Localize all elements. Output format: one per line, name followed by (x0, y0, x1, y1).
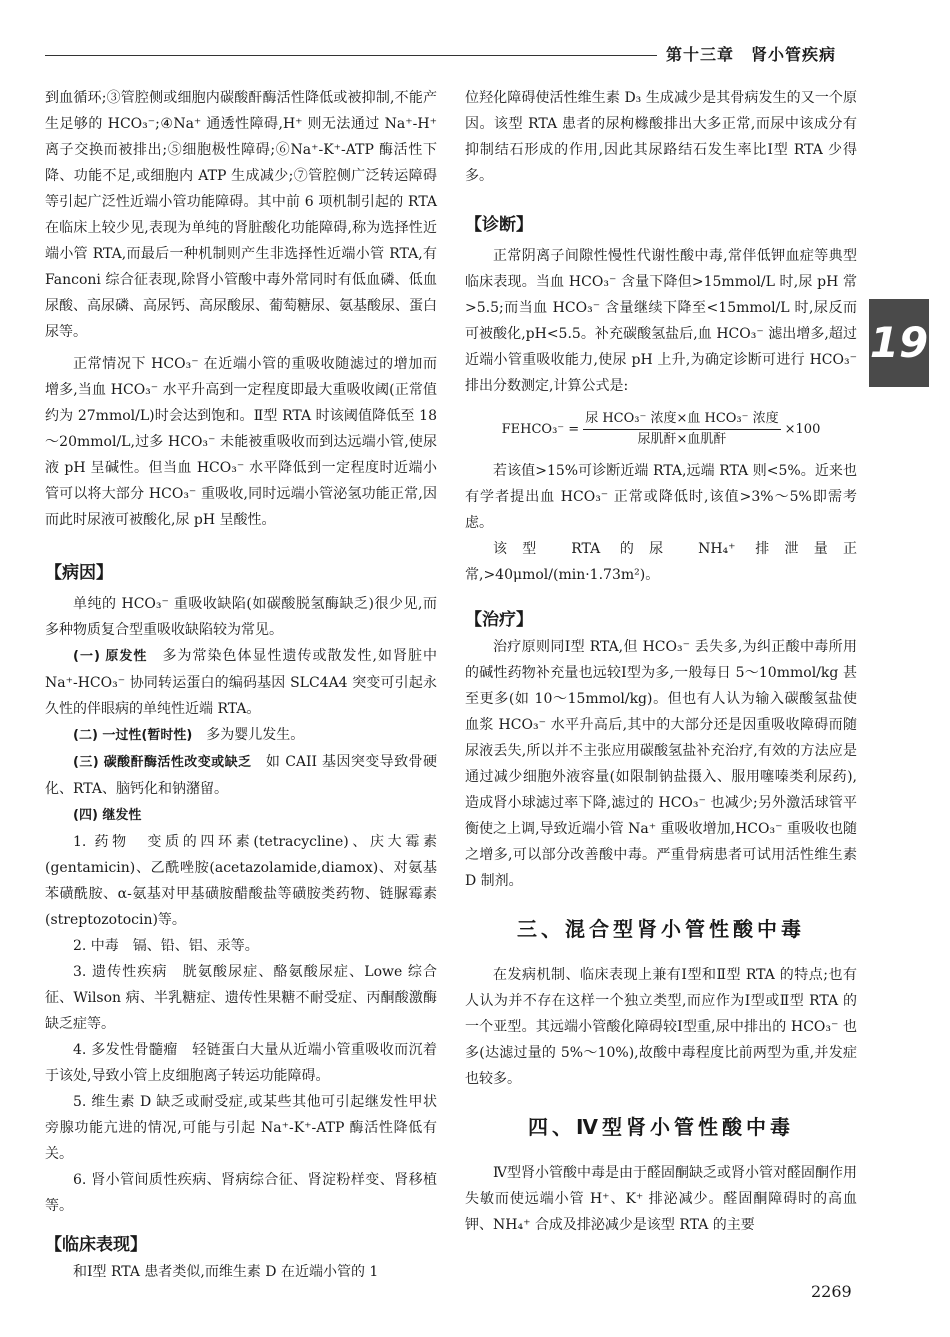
section-heading-cause: 【病因】 (45, 563, 113, 583)
formula-fraction (583, 409, 780, 450)
list-item: 5. 维生素 D 缺乏或耐受症,或某些其他可引起继发性甲状旁腺功能亢进的情况,可能与引起 Na⁺-K⁺-ATP 酶活性降低有关。 (45, 1094, 437, 1162)
cause-text: 多为婴儿发生。 (192, 727, 305, 743)
cause-label: (二) 一过性(暂时性) (73, 728, 193, 743)
section-heading-type-iv: 四、Ⅳ型肾小管性酸中毒 (528, 1115, 794, 1139)
formula (465, 409, 857, 450)
cause-label: (四) 继发性 (73, 808, 142, 823)
formula-lhs: FEHCO₃⁻ = (501, 421, 580, 437)
section-heading-treatment: 【治疗】 (465, 610, 533, 630)
formula-tail: ×100 (784, 421, 821, 437)
list-item: 6. 肾小管间质性疾病、肾病综合征、肾淀粉样变、肾移植等。 (45, 1172, 437, 1214)
cause-label: (一) 原发性 (73, 649, 148, 664)
left-column (45, 85, 437, 1285)
paragraph: 若该值>15%可诊断近端 RTA,远端 RTA 则<5%。近来也有学者提出血 HCO₃⁻ 正常或降低时,该值>3%～5%即需考虑。 (465, 463, 857, 531)
list-item: 4. 多发性骨髓瘤 轻链蛋白大量从近端小管重吸收而沉着于该处,导致小管上皮细胞离子转运功能障碍。 (45, 1042, 437, 1084)
list-item: 1. 药物 变质的四环素(tetracycline)、庆大霉素(gentamicin)、乙酰唑胺(acetazolamide,diamox)、对氨基苯磺酰胺、α-氨基对甲基磺胺醋酸盐等磺胺类药物、链脲霉素(streptozotocin)等。 (45, 834, 437, 928)
cause-item (45, 749, 437, 802)
list-item: 3. 遗传性疾病 胱氨酸尿症、酪氨酸尿症、Lowe 综合征、Wilson 病、半乳糖症、遗传性果糖不耐受症、丙酮酸激酶缺乏症等。 (45, 964, 437, 1032)
cause-label: (三) 碳酸酐酶活性改变或缺乏 (73, 755, 252, 770)
cause-text: 多为常染色体显性遗传或散发性,如肾脏中 Na⁺-HCO₃⁻ 协同转运蛋白的编码基因 SLC4A4 突变可引起永久性的伴眼病的单纯性近端 RTA。 (45, 648, 437, 717)
formula-denominator: 尿肌酐×血肌酐 (637, 432, 727, 447)
paragraph: 正常情况下 HCO₃⁻ 在近端小管的重吸收随滤过的增加而增多,当血 HCO₃⁻ 水平升高到一定程度即最大重吸收阈(正常值约为 27mmol/L)时会达到饱和。Ⅱ型 RTA 时该阈值降低至 18～20mmol/L,过多 HCO₃⁻ 未能被重吸收而到达远端小管,使尿液 pH 呈碱性。但当血 HCO₃⁻ 水平降低到一定程度时近端小管可以将大部分 HCO₃⁻ 重吸收,同时远端小管泌氢功能正常,因而此时尿液可被酸化,尿 pH 呈酸性。 (45, 356, 437, 528)
paragraph: 在发病机制、临床表现上兼有Ⅰ型和Ⅱ型 RTA 的特点;也有人认为并不存在这样一个独立类型,而应作为Ⅰ型或Ⅱ型 RTA 的一个亚型。其远端小管酸化障碍较Ⅰ型重,尿中排出的 HCO₃⁻ 也多(达滤过量的 5%～10%),故酸中毒程度比前两型为重,并发症也较多。 (465, 967, 857, 1087)
paragraph: 和Ⅰ型 RTA 患者类似,而维生素 D 在近端小管的 1 (73, 1264, 379, 1280)
cause-text: 如 CAII 基因突变导致骨硬化、RTA、脑钙化和钠潴留。 (45, 754, 437, 797)
paragraph: 该型 RTA 的尿 NH₄⁺ 排泄量正常,>40μmol/(min·1.73m²)。 (465, 541, 857, 583)
paragraph: Ⅳ型肾小管酸中毒是由于醛固酮缺乏或肾小管对醛固酮作用失敏而使远端小管 H⁺、K⁺ 排泌减少。醛固酮障碍时的高血钾、NH₄⁺ 合成及排泌减少是该型 RTA 的主要 (465, 1165, 857, 1233)
page-number: 2269 (811, 1282, 852, 1301)
cause-item (45, 802, 437, 829)
paragraph: 位羟化障碍使活性维生素 D₃ 生成减少是其骨病发生的又一个原因。该型 RTA 患者的尿枸橼酸排出大多正常,而尿中该成分有抑制结石形成的作用,因此其尿路结石发生率比Ⅰ型 RTA 少得多。 (465, 90, 857, 184)
formula-numerator: 尿 HCO₃⁻ 浓度×血 HCO₃⁻ 浓度 (583, 409, 780, 430)
section-heading-mixed-type: 三、混合型肾小管性酸中毒 (517, 917, 805, 941)
paragraph: 正常阴离子间隙性慢性代谢性酸中毒,常伴低钾血症等典型临床表现。当血 HCO₃⁻ 含量下降但>15mmol/L 时,尿 pH 常>5.5;而当血 HCO₃⁻ 含量继续下降至<15mmol/L 时,尿反而可被酸化,pH<5.5。补充碳酸氢盐后,血 HCO₃⁻ 滤出增多,超过近端小管重吸收能力,使尿 pH 上升,为确定诊断可进行 HCO₃⁻ 排出分数测定,计算公式是: (465, 248, 857, 394)
paragraph: 到血循环;③管腔侧或细胞内碳酸酐酶活性降低或被抑制,不能产生足够的 HCO₃⁻;④Na⁺ 通透性障碍,H⁺ 则无法通过 Na⁺-H⁺ 离子交换而被排出;⑤细胞极性障碍;⑥Na⁺-K⁺-ATP 酶活性下降、功能不足,或细胞内 ATP 生成减少;⑦管腔侧广泛转运障碍等引起广泛性近端小管功能障碍。其中前 6 项机制引起的 RTA 在临床上较少见,表现为单纯的肾脏酸化功能障碍,称为选择性近端小管 RTA,而最后一种机制则产生非选择性近端小管 RTA,有 Fanconi 综合征表现,除肾小管酸中毒外常同时有低血磷、低血尿酸、高尿磷、高尿钙、高尿酸尿、葡萄糖尿、氨基酸尿、蛋白尿等。 (45, 90, 437, 340)
section-heading-diagnosis: 【诊断】 (465, 215, 533, 235)
list-item: 2. 中毒 镉、铅、铝、汞等。 (73, 938, 259, 954)
cause-item (45, 722, 437, 749)
cause-item (45, 643, 437, 722)
chapter-title: 第十三章 肾小管疾病 (666, 45, 837, 64)
paragraph: 单纯的 HCO₃⁻ 重吸收缺陷(如碳酸脱氢酶缺乏)很少见,而多种物质复合型重吸收缺陷较为常见。 (45, 596, 437, 638)
header-rule (45, 55, 657, 56)
right-column (465, 85, 857, 1238)
paragraph: 治疗原则同Ⅰ型 RTA,但 HCO₃⁻ 丢失多,为纠正酸中毒所用的碱性药物补充量也远较Ⅰ型为多,一般每日 5～10mmol/kg 甚至更多(如 10～15mmol/kg)。但也有人认为输入碳酸氢盐使血浆 HCO₃⁻ 水平升高后,其中的大部分还是因重吸收障碍而随尿液丢失,所以并不主张应用碳酸氢盐补充治疗,有效的方法应是通过减少细胞外液容量(如限制钠盐摄入、服用噻嗪类利尿药),造成肾小球滤过率下降,滤过的 HCO₃⁻ 也减少;另外激活球管平衡使之上调,导致近端小管 Na⁺ 重吸收增加,HCO₃⁻ 重吸收也随之增多,可以部分改善酸中毒。严重骨病患者可试用活性维生素 D 制剂。 (465, 639, 857, 889)
section-heading-clinical: 【临床表现】 (45, 1235, 147, 1255)
chapter-tab: 19 (869, 299, 929, 387)
